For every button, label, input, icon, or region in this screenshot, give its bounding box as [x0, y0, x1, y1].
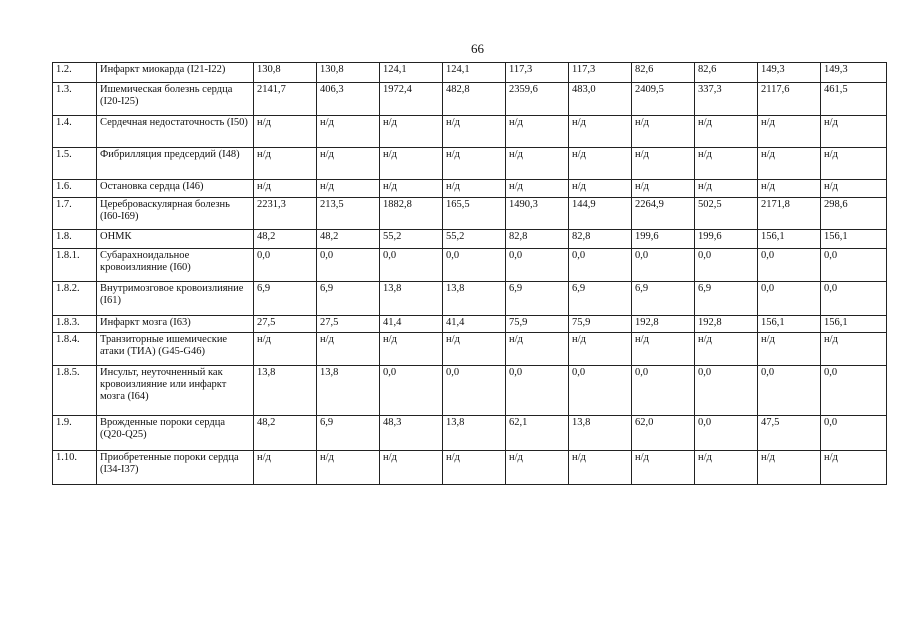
value-cell: 0,0: [254, 249, 317, 282]
value-cell: н/д: [695, 180, 758, 198]
value-cell: 82,6: [632, 63, 695, 83]
value-cell: 6,9: [254, 282, 317, 316]
value-cell: 2264,9: [632, 198, 695, 230]
indicator-name-cell: Ишемическая болезнь сердца (I20-I25): [97, 83, 254, 116]
value-cell: н/д: [821, 148, 887, 180]
value-cell: 82,8: [506, 230, 569, 249]
row-number-cell: 1.8.4.: [53, 333, 97, 366]
table-body: [53, 63, 887, 485]
value-cell: 41,4: [443, 316, 506, 333]
value-cell: н/д: [632, 116, 695, 148]
table-row: [53, 180, 887, 198]
value-cell: 130,8: [317, 63, 380, 83]
value-cell: н/д: [254, 116, 317, 148]
value-cell: н/д: [317, 116, 380, 148]
value-cell: 0,0: [443, 366, 506, 416]
table-row: [53, 198, 887, 230]
value-cell: 461,5: [821, 83, 887, 116]
row-number-cell: 1.10.: [53, 451, 97, 485]
value-cell: н/д: [506, 148, 569, 180]
value-cell: 199,6: [695, 230, 758, 249]
value-cell: н/д: [254, 148, 317, 180]
value-cell: 1882,8: [380, 198, 443, 230]
value-cell: н/д: [254, 451, 317, 485]
indicator-name-cell: Цереброваскулярная болезнь (I60-I69): [97, 198, 254, 230]
value-cell: 6,9: [569, 282, 632, 316]
value-cell: н/д: [821, 116, 887, 148]
value-cell: 502,5: [695, 198, 758, 230]
indicator-name-cell: Врожденные пороки сердца (Q20-Q25): [97, 416, 254, 451]
page-number: 66: [471, 41, 484, 56]
value-cell: 13,8: [443, 282, 506, 316]
value-cell: 55,2: [380, 230, 443, 249]
row-number-cell: 1.8.5.: [53, 366, 97, 416]
value-cell: 48,2: [254, 230, 317, 249]
value-cell: 156,1: [821, 316, 887, 333]
row-number-cell: 1.6.: [53, 180, 97, 198]
value-cell: 62,0: [632, 416, 695, 451]
value-cell: н/д: [506, 116, 569, 148]
value-cell: н/д: [254, 333, 317, 366]
value-cell: н/д: [632, 180, 695, 198]
value-cell: н/д: [506, 451, 569, 485]
row-number-cell: 1.5.: [53, 148, 97, 180]
value-cell: н/д: [632, 333, 695, 366]
table-row: [53, 282, 887, 316]
value-cell: 82,6: [695, 63, 758, 83]
value-cell: 0,0: [695, 416, 758, 451]
value-cell: н/д: [821, 333, 887, 366]
value-cell: 298,6: [821, 198, 887, 230]
table-row: [53, 451, 887, 485]
indicator-name-cell: Инфаркт миокарда (I21-I22): [97, 63, 254, 83]
value-cell: 0,0: [758, 249, 821, 282]
row-number-cell: 1.2.: [53, 63, 97, 83]
value-cell: н/д: [317, 451, 380, 485]
indicator-name-cell: Инфаркт мозга (I63): [97, 316, 254, 333]
value-cell: 130,8: [254, 63, 317, 83]
value-cell: 2359,6: [506, 83, 569, 116]
value-cell: 156,1: [758, 316, 821, 333]
value-cell: 0,0: [695, 366, 758, 416]
value-cell: н/д: [758, 116, 821, 148]
value-cell: 13,8: [317, 366, 380, 416]
value-cell: н/д: [821, 180, 887, 198]
value-cell: 6,9: [695, 282, 758, 316]
value-cell: 0,0: [632, 249, 695, 282]
value-cell: н/д: [443, 451, 506, 485]
value-cell: 144,9: [569, 198, 632, 230]
value-cell: 0,0: [443, 249, 506, 282]
table-row: [53, 148, 887, 180]
value-cell: 0,0: [758, 366, 821, 416]
value-cell: н/д: [758, 333, 821, 366]
value-cell: 2409,5: [632, 83, 695, 116]
value-cell: 406,3: [317, 83, 380, 116]
value-cell: н/д: [443, 148, 506, 180]
value-cell: 1972,4: [380, 83, 443, 116]
value-cell: 199,6: [632, 230, 695, 249]
value-cell: н/д: [758, 180, 821, 198]
value-cell: н/д: [569, 451, 632, 485]
value-cell: н/д: [380, 148, 443, 180]
value-cell: 1490,3: [506, 198, 569, 230]
value-cell: 0,0: [506, 249, 569, 282]
value-cell: 483,0: [569, 83, 632, 116]
value-cell: 213,5: [317, 198, 380, 230]
table-row: [53, 63, 887, 83]
value-cell: 165,5: [443, 198, 506, 230]
value-cell: 0,0: [821, 249, 887, 282]
indicator-name-cell: Остановка сердца (I46): [97, 180, 254, 198]
indicator-name-cell: Сердечная недостаточность (I50): [97, 116, 254, 148]
value-cell: 75,9: [569, 316, 632, 333]
value-cell: 2141,7: [254, 83, 317, 116]
value-cell: 13,8: [380, 282, 443, 316]
table-row: [53, 416, 887, 451]
value-cell: 2171,8: [758, 198, 821, 230]
indicator-name-cell: Транзиторные ишемические атаки (ТИА) (G45-G46): [97, 333, 254, 366]
value-cell: 48,2: [254, 416, 317, 451]
value-cell: 27,5: [317, 316, 380, 333]
value-cell: 117,3: [506, 63, 569, 83]
value-cell: 27,5: [254, 316, 317, 333]
value-cell: н/д: [632, 148, 695, 180]
indicator-name-cell: Приобретенные пороки сердца (I34-I37): [97, 451, 254, 485]
value-cell: н/д: [695, 451, 758, 485]
table-row: [53, 249, 887, 282]
row-number-cell: 1.4.: [53, 116, 97, 148]
value-cell: 75,9: [506, 316, 569, 333]
row-number-cell: 1.3.: [53, 83, 97, 116]
value-cell: 149,3: [821, 63, 887, 83]
value-cell: н/д: [758, 451, 821, 485]
table-row: [53, 83, 887, 116]
value-cell: 0,0: [758, 282, 821, 316]
value-cell: н/д: [443, 333, 506, 366]
value-cell: 149,3: [758, 63, 821, 83]
value-cell: н/д: [254, 180, 317, 198]
indicator-name-cell: Инсульт, неуточненный как кровоизлияние или инфаркт мозга (I64): [97, 366, 254, 416]
value-cell: 13,8: [569, 416, 632, 451]
value-cell: 192,8: [695, 316, 758, 333]
value-cell: 6,9: [506, 282, 569, 316]
value-cell: 0,0: [569, 366, 632, 416]
value-cell: 0,0: [695, 249, 758, 282]
value-cell: н/д: [506, 180, 569, 198]
value-cell: 0,0: [380, 249, 443, 282]
table-row: [53, 366, 887, 416]
value-cell: 47,5: [758, 416, 821, 451]
value-cell: 192,8: [632, 316, 695, 333]
value-cell: 2231,3: [254, 198, 317, 230]
value-cell: н/д: [380, 451, 443, 485]
value-cell: 6,9: [317, 282, 380, 316]
indicator-name-cell: Фибрилляция предсердий (I48): [97, 148, 254, 180]
value-cell: 124,1: [380, 63, 443, 83]
value-cell: н/д: [695, 148, 758, 180]
value-cell: н/д: [443, 116, 506, 148]
value-cell: н/д: [380, 116, 443, 148]
value-cell: н/д: [506, 333, 569, 366]
value-cell: н/д: [758, 148, 821, 180]
value-cell: н/д: [569, 116, 632, 148]
value-cell: н/д: [821, 451, 887, 485]
value-cell: н/д: [380, 180, 443, 198]
row-number-cell: 1.8.2.: [53, 282, 97, 316]
value-cell: 0,0: [821, 366, 887, 416]
indicator-name-cell: ОНМК: [97, 230, 254, 249]
value-cell: 41,4: [380, 316, 443, 333]
table-row: [53, 333, 887, 366]
value-cell: 2117,6: [758, 83, 821, 116]
value-cell: 117,3: [569, 63, 632, 83]
indicator-name-cell: Субарахноидальное кровоизлияние (I60): [97, 249, 254, 282]
table-row: [53, 116, 887, 148]
row-number-cell: 1.8.: [53, 230, 97, 249]
value-cell: н/д: [380, 333, 443, 366]
value-cell: н/д: [695, 116, 758, 148]
value-cell: 156,1: [758, 230, 821, 249]
value-cell: н/д: [632, 451, 695, 485]
indicator-name-cell: Внутримозговое кровоизлияние (I61): [97, 282, 254, 316]
value-cell: 0,0: [506, 366, 569, 416]
row-number-cell: 1.8.1.: [53, 249, 97, 282]
value-cell: 156,1: [821, 230, 887, 249]
value-cell: н/д: [317, 180, 380, 198]
value-cell: 48,3: [380, 416, 443, 451]
value-cell: 0,0: [821, 416, 887, 451]
value-cell: н/д: [317, 148, 380, 180]
value-cell: 82,8: [569, 230, 632, 249]
value-cell: 482,8: [443, 83, 506, 116]
value-cell: 6,9: [317, 416, 380, 451]
value-cell: н/д: [569, 333, 632, 366]
value-cell: 0,0: [569, 249, 632, 282]
table-row: [53, 316, 887, 333]
value-cell: н/д: [443, 180, 506, 198]
value-cell: н/д: [317, 333, 380, 366]
row-number-cell: 1.7.: [53, 198, 97, 230]
value-cell: 337,3: [695, 83, 758, 116]
value-cell: н/д: [569, 180, 632, 198]
row-number-cell: 1.9.: [53, 416, 97, 451]
value-cell: 6,9: [632, 282, 695, 316]
value-cell: 13,8: [254, 366, 317, 416]
table-row: [53, 230, 887, 249]
value-cell: 124,1: [443, 63, 506, 83]
value-cell: 62,1: [506, 416, 569, 451]
value-cell: 0,0: [380, 366, 443, 416]
value-cell: 0,0: [632, 366, 695, 416]
value-cell: 48,2: [317, 230, 380, 249]
value-cell: н/д: [569, 148, 632, 180]
value-cell: 55,2: [443, 230, 506, 249]
value-cell: 0,0: [317, 249, 380, 282]
value-cell: 13,8: [443, 416, 506, 451]
value-cell: 0,0: [821, 282, 887, 316]
statistics-table: [52, 62, 887, 485]
value-cell: н/д: [695, 333, 758, 366]
row-number-cell: 1.8.3.: [53, 316, 97, 333]
